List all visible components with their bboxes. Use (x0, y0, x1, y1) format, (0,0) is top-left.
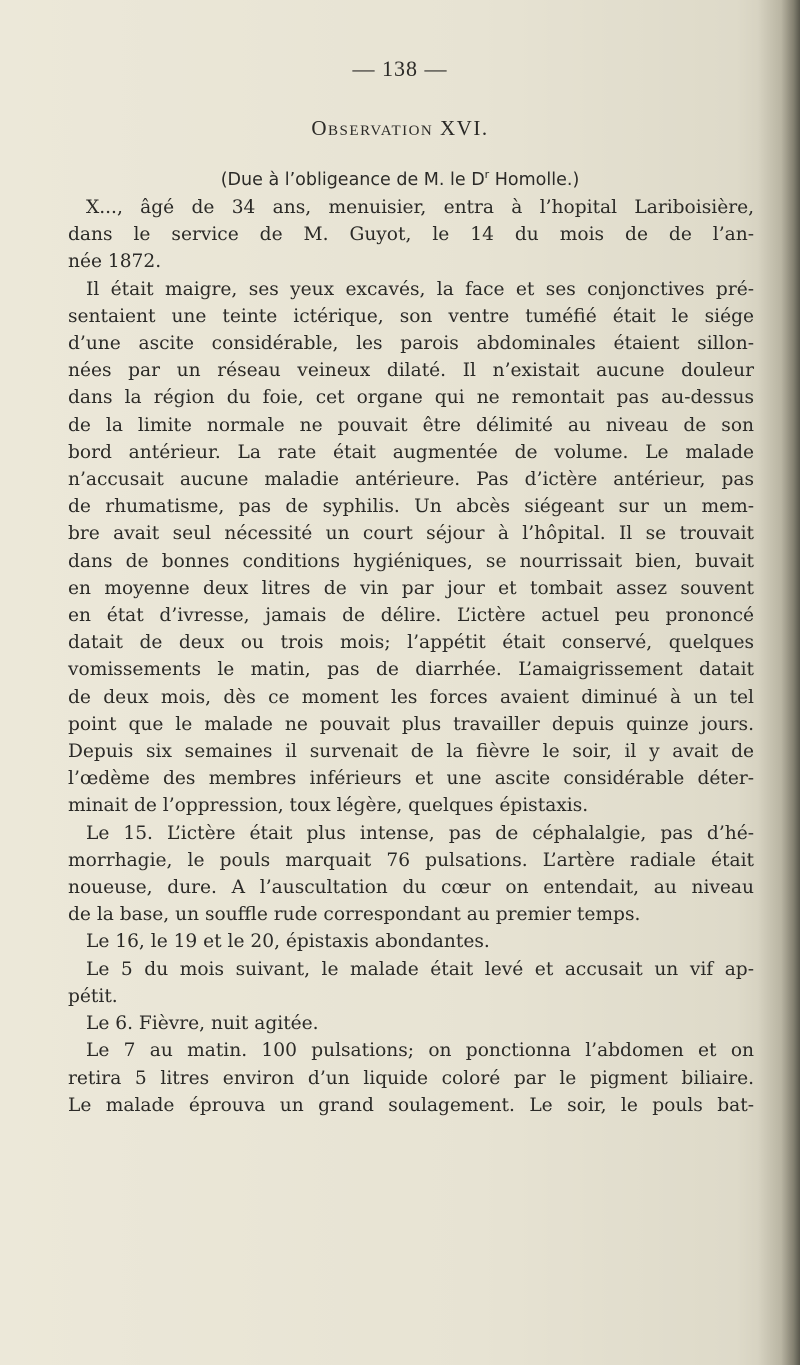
text-line: dans le service de M. Guyot, le 14 du mois de de l’an- (68, 224, 754, 246)
text-line: Le 7 au matin. 100 pulsations; on ponctionna l’abdomen et on (86, 1040, 754, 1062)
text-line: d’une ascite considérable, les parois abdominales étaient sillon- (68, 333, 754, 355)
text-line: Le 5 du mois suivant, le malade était levé et accusait un vif ap- (86, 958, 754, 980)
courtesy-text-end: Homolle.) (489, 169, 580, 190)
text-line: minait de l’oppression, toux légère, quelques épistaxis. (68, 795, 589, 817)
text-line: dans la région du foie, cet organe qui ne remontait pas au-dessus (68, 387, 754, 409)
text-line: datait de deux ou trois mois; l’appétit était conservé, quelques (68, 632, 754, 654)
text-line: née 1872. (68, 251, 162, 273)
text-line: en état d’ivresse, jamais de délire. L’ictère actuel peu prononcé (68, 605, 754, 627)
text-line: nées par un réseau veineux dilaté. Il n’existait aucune douleur (68, 360, 754, 382)
page-edge-shadow (758, 0, 800, 1365)
text-line: Le 16, le 19 et le 20, épistaxis abondantes. (86, 931, 490, 953)
courtesy-superscript: r (484, 168, 490, 181)
text-line: noueuse, dure. A l’auscultation du cœur on entendait, au niveau (68, 877, 754, 899)
text-line: de deux mois, dès ce moment les forces avaient diminué à un tel (68, 686, 754, 708)
text-line: Le 15. L’ictère était plus intense, pas de céphalalgie, pas d’hé- (86, 822, 754, 844)
courtesy-line (0, 168, 800, 190)
text-line: retira 5 litres environ d’un liquide coloré par le pigment biliaire. (68, 1067, 754, 1089)
observation-title: Observation XVI. (311, 116, 489, 140)
text-line: de rhumatisme, pas de syphilis. Un abcès siégeant sur un mem- (68, 496, 754, 518)
text-line: pétit. (68, 985, 118, 1007)
page-number: — 138 — (352, 56, 448, 81)
text-line: Depuis six semaines il survenait de la fièvre le soir, il y avait de (68, 741, 754, 763)
text-line: n’accusait aucune maladie antérieure. Pas d’ictère antérieur, pas (68, 469, 754, 491)
text-line: Il était maigre, ses yeux excavés, la face et ses conjonctives pré- (86, 278, 754, 300)
text-line: vomissements le matin, pas de diarrhée. L’amaigrissement datait (68, 659, 754, 681)
courtesy-text: (Due à l’obligeance de M. le D (220, 169, 485, 190)
text-line: point que le malade ne pouvait plus travailler depuis quinze jours. (68, 713, 754, 735)
text-line: Le 6. Fièvre, nuit agitée. (86, 1013, 319, 1035)
text-line: morrhagie, le pouls marquait 76 pulsations. L’artère radiale était (68, 849, 754, 871)
text-line: sentaient une teinte ictérique, son ventre tuméfié était le siége (68, 305, 754, 327)
body-text (68, 194, 754, 1119)
text-line: de la limite normale ne pouvait être délimité au niveau de son (68, 414, 754, 436)
text-line: bre avait seul nécessité un court séjour à l’hôpital. Il se trouvait (68, 523, 754, 545)
text-line: X..., âgé de 34 ans, menuisier, entra à l’hopital Lariboisière, (86, 197, 754, 218)
text-line: bord antérieur. La rate était augmentée de volume. Le malade (68, 441, 754, 463)
text-line: de la base, un souffle rude correspondant au premier temps. (68, 904, 641, 926)
text-line: l’œdème des membres inférieurs et une ascite considérable déter- (68, 768, 754, 790)
text-line: Le malade éprouva un grand soulagement. Le soir, le pouls bat- (68, 1094, 754, 1116)
text-line: dans de bonnes conditions hygiéniques, se nourrissait bien, buvait (68, 550, 754, 572)
text-line: en moyenne deux litres de vin par jour et tombait assez souvent (68, 577, 754, 599)
